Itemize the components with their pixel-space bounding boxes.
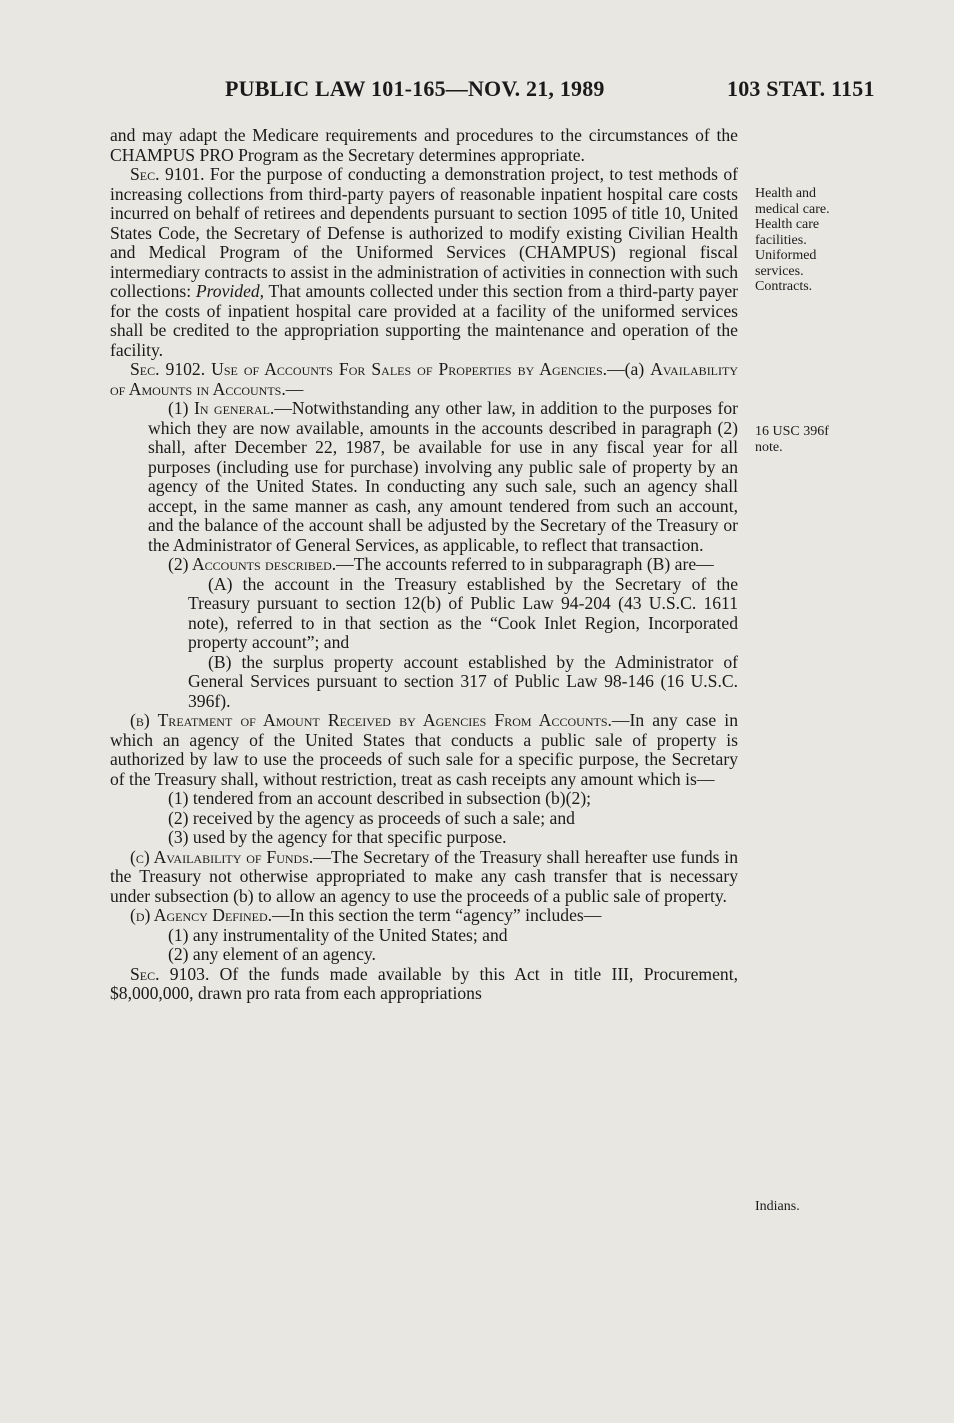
margin-note-usc: 16 USC 396f note. bbox=[755, 424, 829, 455]
header-public-law: PUBLIC LAW 101-165—NOV. 21, 1989 bbox=[225, 76, 605, 101]
paragraph-2-accounts-described: (2) Accounts described.—The accounts referred to in subparagraph (B) are— bbox=[168, 554, 714, 574]
section-title: Use of Accounts For Sales of Properties by Agencies bbox=[211, 359, 603, 379]
list-item: (1) any instrumentality of the United States; and bbox=[168, 924, 508, 945]
page-header bbox=[0, 76, 954, 108]
margin-note-health: Health and medical care. Health care facilities. Uniformed services. Contracts. bbox=[755, 186, 830, 294]
subsection-d: (d) Agency Defined.—In this section the term “agency” includes— bbox=[130, 905, 602, 925]
subparagraph-a: (A) the account in the Treasury established by the Secretary of the Treasury pursuant to section 12(b) of Public Law 94-204 (43 U.S.C. 1611 note), referred to in that section as the “Cook Inlet Region, Incorporated property account”; and bbox=[188, 573, 738, 652]
list-item: (1) tendered from an account described in subsection (b)(2); bbox=[168, 788, 592, 808]
list-item: (2) received by the agency as proceeds of such a sale; and bbox=[168, 807, 575, 828]
section-9102-heading: Sec. 9102. Use of Accounts For Sales of Properties by Agencies.—(a) Availability of Amounts in Accounts.— bbox=[110, 359, 739, 399]
section-9103: Sec. 9103. Of the funds made available by this Act in title III, Procurement, $8,000,000, drawn pro rata from each appropriations bbox=[110, 963, 738, 1003]
subsection-c: (c) Availability of Funds.—The Secretary of the Treasury shall hereafter use funds in the Treasury not otherwise appropriated to make any cash transfer that is necessary under subsection (b) to allow an agency to use the proceeds of a public sale of property. bbox=[110, 846, 738, 906]
subsection-title: Availability of Amounts in Accounts bbox=[110, 359, 739, 399]
body-text bbox=[110, 126, 738, 1004]
section-9101: Sec. 9101. For the purpose of conducting a demonstration project, to test methods of increasing collections from third-party payers of reasonable inpatient hospital care costs incurred on behalf of retirees and dependents pursuant to section 1095 of title 10, United States Code, the Secretary of Defense is authorized to modify existing Civilian Health and Medical Program of the Uniformed Services (CHAMPUS) regional fiscal intermediary contracts to assist in the administration of activities in connection with such collections: Provided, That amounts collected under this section from a third-party payer for the costs of inpatient hospital care provided at a facility of the uniformed services shall be credited to the appropriation supporting the maintenance and operation of the facility. bbox=[110, 164, 738, 360]
subsection-b: (b) Treatment of Amount Received by Agencies From Accounts.—In any case in which an agency of the United States that conducts a public sale of property is authorized by law to use the proceeds of such sale for a specific purpose, the Secretary of the Treasury shall, without restriction, treat as cash receipts any amount which is— bbox=[110, 710, 738, 789]
list-item: (3) used by the agency for that specific purpose. bbox=[168, 827, 507, 847]
proviso: Provided, bbox=[195, 281, 265, 301]
section-label: Sec. bbox=[130, 164, 160, 184]
paragraph-continuation: and may adapt the Medicare requirements and procedures to the circumstances of the CHAMPUS PRO Program as the Secretary determines appropriate. bbox=[110, 125, 738, 165]
section-label: Sec. bbox=[130, 963, 160, 984]
paragraph-1-in-general: (1) In general.—Notwithstanding any other law, in addition to the purposes for which they are now available, amounts in the accounts described in paragraph (2) shall, after December 22, 1987, be available for use in any fiscal year for all purposes (including use for purchase) involving any public sale of property by an agency of the United States. In conducting any such sale, such an agency shall accept, in the same manner as cash, any amount tendered from such an account, and the balance of the account shall be adjusted by the Secretary of the Treasury or the Administrator of General Services, as applicable, to reflect that transaction. bbox=[148, 398, 738, 555]
list-item: (2) any element of an agency. bbox=[168, 944, 376, 964]
margin-note-indians: Indians. bbox=[755, 1199, 800, 1214]
subparagraph-b: (B) the surplus property account established by the Administrator of General Services pursuant to section 317 of Public Law 98-146 (16 U.S.C. 396f). bbox=[188, 651, 738, 711]
section-label: Sec. bbox=[130, 359, 160, 379]
header-stat-page: 103 STAT. 1151 bbox=[727, 76, 875, 101]
